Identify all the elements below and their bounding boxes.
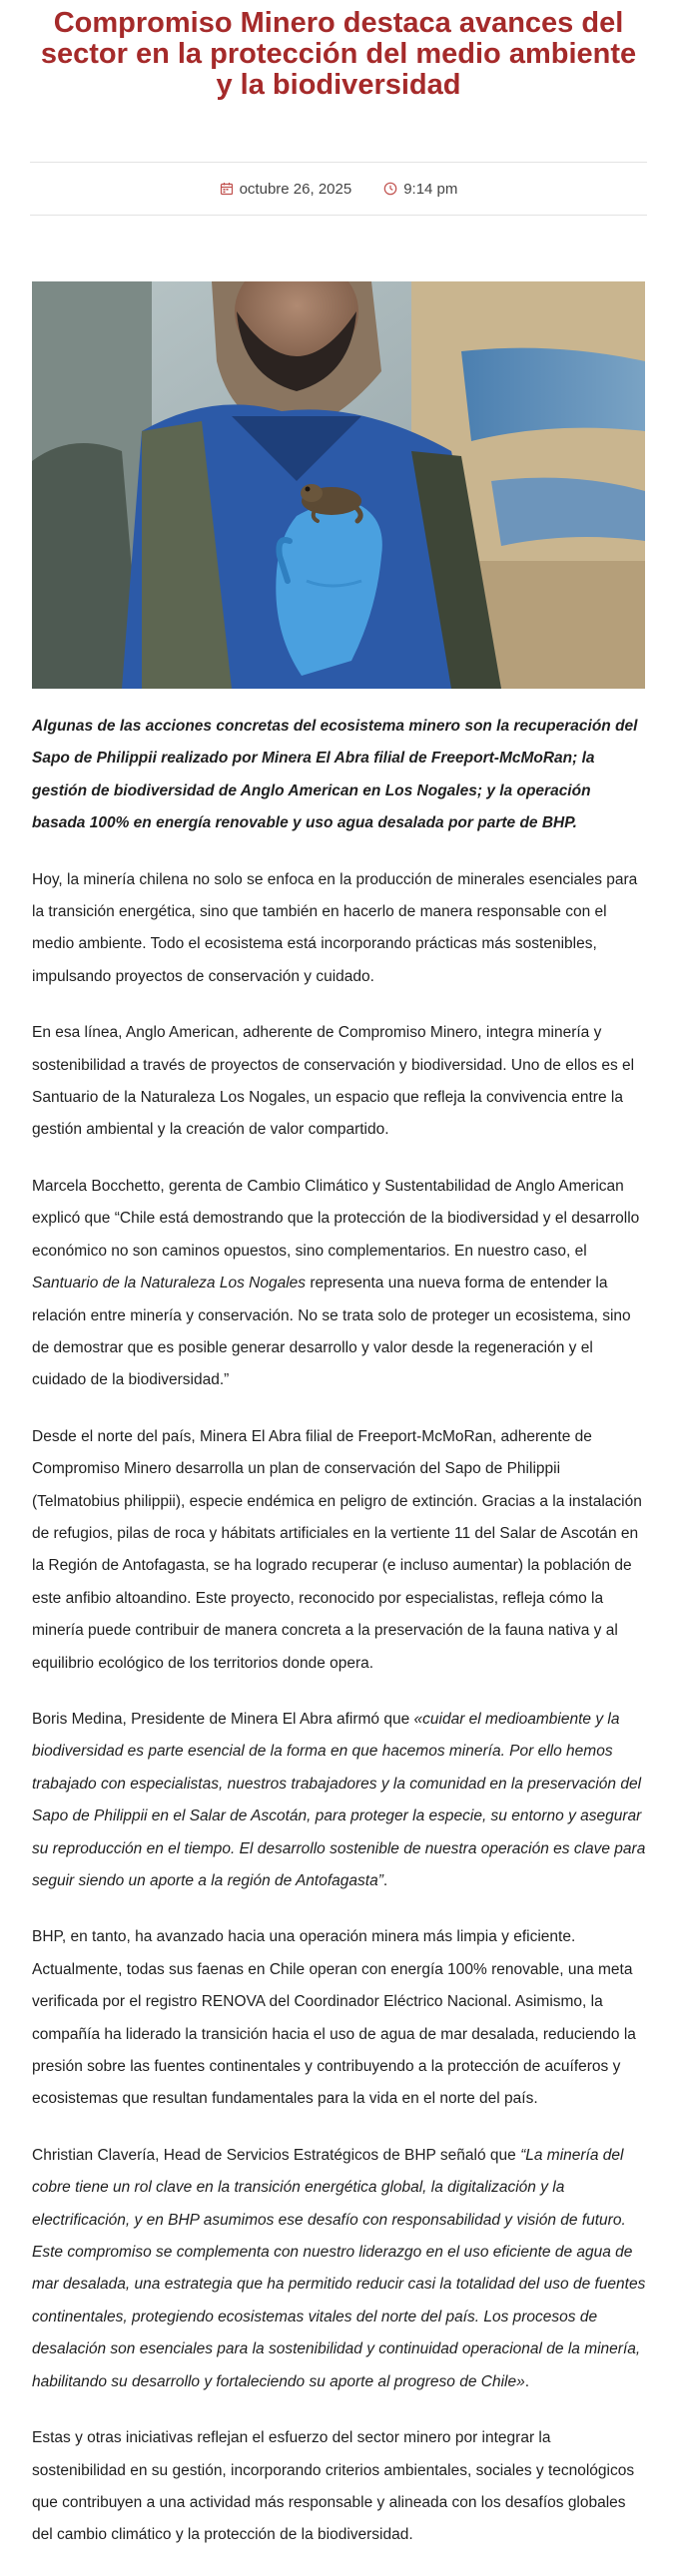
paragraph: Hoy, la minería chilena no solo se enfoca en la producción de minerales esenciales para la transición energética, sino que también en hacerlo de manera responsable con el medio ambiente. Todo el ecosistema está incorporando prácticas más sostenibles, impulsando proyectos de conservación y cuidado. <box>32 870 638 985</box>
emphasis-place-name: Santuario de la Naturaleza Los Nogales <box>32 1275 307 1292</box>
post-time[interactable] <box>383 181 457 198</box>
quote-intro: Boris Medina, Presidente de Minera El Abra afirmó que <box>32 1710 414 1728</box>
calendar-icon <box>220 182 234 196</box>
quote-text: representa una nueva forma de entender la relación entre minería y conservación. No se trata solo de proteger un ecosistema, sino de demostrar que es posible generar desarrollo y valor desde la regeneración y el cuidado de la biodiversidad.” <box>32 1275 631 1389</box>
paragraph: Estas y otras iniciativas reflejan el esfuerzo del sector minero por integrar la sostenibilidad en su gestión, incorporando criterios ambientales, sociales y tecnológicos que contribuyen a una actividad más responsable y alineada con los desafíos globales del cambio climático y la protección de la biodiversidad. <box>32 2429 635 2544</box>
post-meta <box>30 162 647 216</box>
quote-text: “La minería del cobre tiene un rol clave en la transición energética global, la digitalización y la electrificación, y en BHP asumimos ese desafío con responsabilidad y visión de futuro. Este compromiso se complementa con nuestro liderazgo en el uso eficiente de agua de mar desalada, una estrategia que ha permitido reducir casi la totalidad del uso de fuentes continentales, protegiendo ecosistemas vitales del norte del país. Los procesos de desalación son esenciales para la sostenibilidad y continuidad operacional de la minería, habilitando su desarrollo y fortaleciendo su aporte al progreso de Chile» <box>32 2146 646 2390</box>
paragraph <box>32 2140 646 2398</box>
article-title: Compromiso Minero destaca avances del sector en la protección del medio ambiente y la biodiversidad <box>40 7 637 101</box>
post-date-text: octubre 26, 2025 <box>239 180 352 198</box>
article-lead: Algunas de las acciones concretas del ecosistema minero son la recuperación del Sapo de Philippii realizado por Minera El Abra filial de Freeport-McMoRan; la gestión de biodiversidad de Anglo American en Los Nogales; y la operación basada 100% en energía renovable y uso agua desalada por parte de BHP. <box>32 718 638 832</box>
clock-icon <box>383 182 397 196</box>
quote-text: «cuidar el medioambiente y la biodiversidad es parte esencial de la forma en que hacemos minería. Por ello hemos trabajado con especialistas, nuestros trabajadores y la comunidad en la preservación del Sapo de Philippii en el Salar de Ascotán, para proteger la especie, su entorno y asegurar su reproducción en el tiempo. El desarrollo sostenible de nuestra operación es clave para seguir siendo un aporte a la región de Antofagasta” <box>32 1710 646 1889</box>
quote-end: . <box>382 1872 388 1889</box>
post-time-text: 9:14 pm <box>403 180 458 198</box>
paragraph <box>32 1704 646 1897</box>
frog-in-gloved-hand-photo <box>32 281 645 689</box>
paragraph: En esa línea, Anglo American, adherente de Compromiso Minero, integra minería y sostenibilidad a través de proyectos de conservación y biodiversidad. Uno de ellos es el Santuario de la Naturaleza Los Nogales, un espacio que refleja la convivencia entre la gestión ambiental y la creación de valor compartido. <box>32 1024 635 1139</box>
paragraph: BHP, en tanto, ha avanzado hacia una operación minera más limpia y eficiente. Actualmente, todas sus faenas en Chile operan con energía 100% renovable, una meta verificada por el registro RENOVA del Coordinador Eléctrico Nacional. Asimismo, la compañía ha liderado la transición hacia el uso de agua de mar desalada, reduciendo la presión sobre las fuentes continentales y contribuyendo a la protección de acuíferos y ecosistemas que resultan fundamentales para la vida en el norte del país. <box>32 1928 636 2108</box>
quote-intro: Marcela Bocchetto, gerenta de Cambio Climático y Sustentabilidad de Anglo American explicó que “Chile está demostrando que la protección de la biodiversidad y el desarrollo económico no son caminos opuestos, sino complementarios. En nuestro caso, el <box>32 1177 640 1260</box>
quote-end: . <box>524 2372 530 2390</box>
paragraph <box>32 1171 646 1397</box>
article-body <box>32 711 646 2576</box>
post-date[interactable] <box>220 181 352 198</box>
quote-intro: Christian Clavería, Head de Servicios Estratégicos de BHP señaló que <box>32 2146 521 2164</box>
paragraph: Desde el norte del país, Minera El Abra filial de Freeport-McMoRan, adherente de Compromiso Minero desarrolla un plan de conservación del Sapo de Philippii (Telmatobius philippii), especie endémica en peligro de extinción. Gracias a la instalación de refugios, pilas de roca y hábitats artificiales en la vertiente 11 del Salar de Ascotán en la Región de Antofagasta, se ha logrado recuperar (e incluso aumentar) la población de este anfibio altoandino. Este proyecto, reconocido por especialistas, refleja cómo la minería puede contribuir de manera concreta a la preservación de la fauna nativa y al equilibrio ecológico de los territorios donde opera. <box>32 1427 642 1672</box>
